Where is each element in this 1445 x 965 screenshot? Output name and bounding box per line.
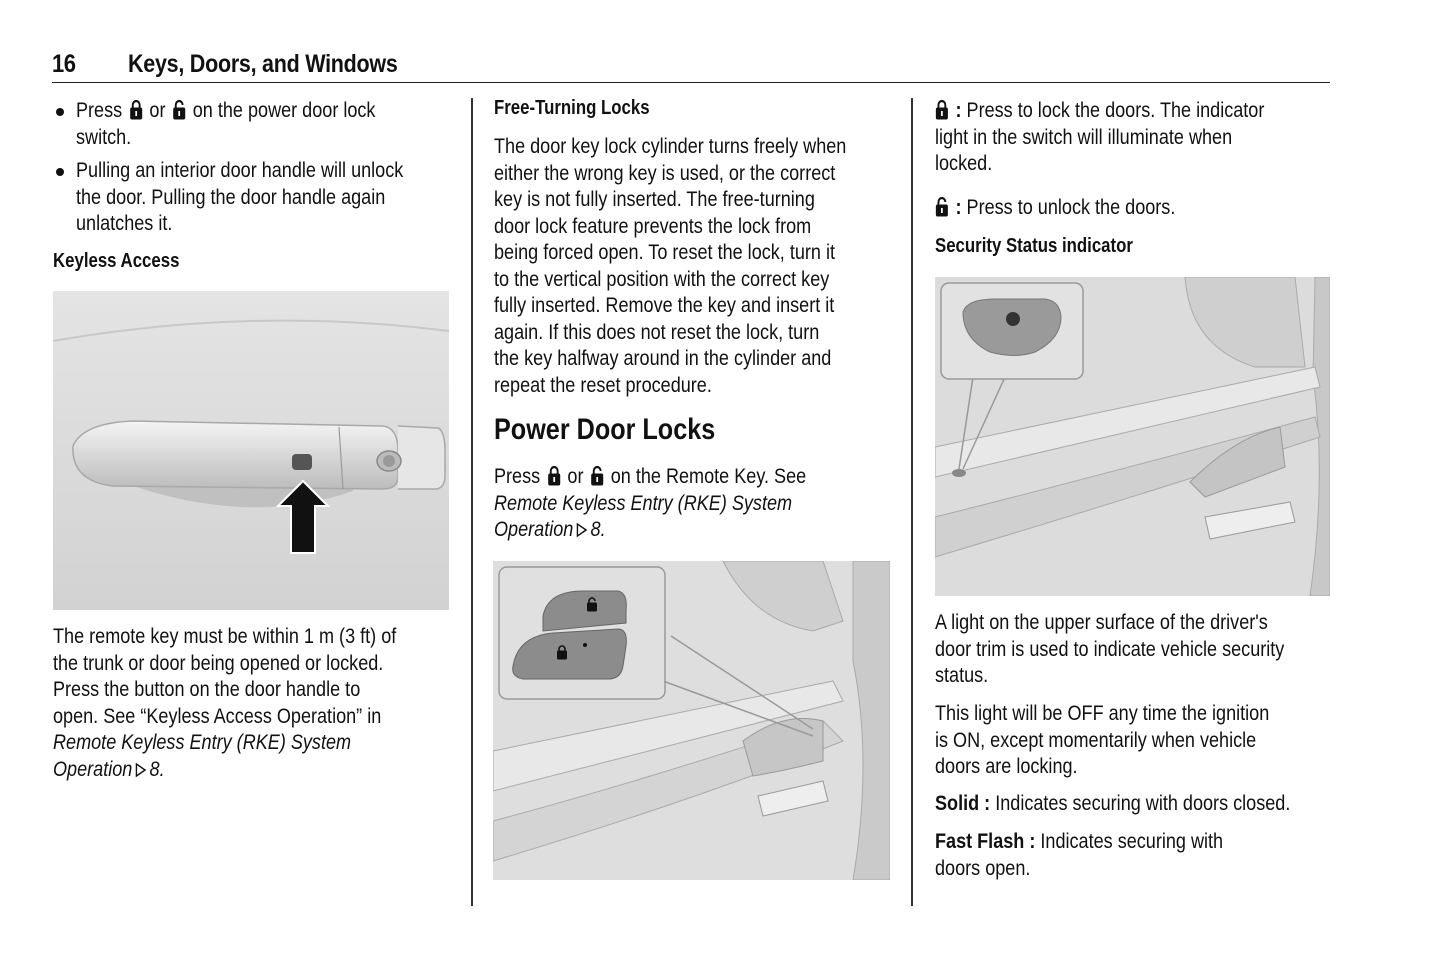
- lock-icon: [547, 465, 561, 486]
- text: or: [567, 465, 584, 488]
- text: Press to lock the doors. The indicator: [966, 99, 1265, 122]
- unlock-icon: [590, 465, 604, 486]
- text-line: light in the switch will illuminate when: [935, 125, 1233, 149]
- text-line: The remote key must be within 1 m (3 ft) of: [53, 625, 397, 648]
- ignition-paragraph: [935, 701, 1269, 781]
- unlock-button-description: [935, 195, 1175, 222]
- text-line: fully inserted. Remove the key and insert it: [494, 294, 835, 317]
- power-door-locks-heading: Power Door Locks: [494, 413, 716, 446]
- page-number: 16: [52, 50, 76, 78]
- column-divider-right: [911, 98, 913, 906]
- text-line: Press the button on the door handle to: [53, 678, 361, 701]
- unlock-icon: [935, 196, 949, 217]
- keyless-access-heading: Keyless Access: [53, 250, 180, 272]
- text: or: [149, 99, 166, 122]
- text-line: the trunk or door being opened or locked.: [53, 651, 384, 675]
- bullet-item-door-handle: [76, 158, 403, 238]
- text: switch.: [76, 125, 132, 149]
- cross-reference-link[interactable]: [494, 517, 806, 544]
- text-line: door trim is used to indicate vehicle security: [935, 637, 1285, 661]
- text-line: either the wrong key is used, or the correct: [494, 161, 836, 185]
- text-line: again. If this does not reset the lock, turn: [494, 320, 820, 344]
- text-line: [935, 98, 1264, 125]
- text-line: A light on the upper surface of the driver's: [935, 611, 1268, 634]
- text-line: locked.: [935, 152, 993, 175]
- free-turning-locks-heading: Free-Turning Locks: [494, 97, 650, 119]
- label: :: [955, 196, 962, 219]
- column-divider-left: [471, 98, 473, 906]
- text-line: status.: [935, 664, 989, 687]
- unlock-icon: [172, 99, 186, 120]
- text-line: repeat the reset procedure.: [494, 373, 712, 397]
- solid-status-line: [935, 791, 1290, 818]
- text-line: doors open.: [935, 856, 1031, 880]
- text-line: the door. Pulling the door handle again: [76, 185, 386, 209]
- fast-flash-status-line: [935, 829, 1223, 882]
- text: Indicates securing with: [1040, 830, 1224, 853]
- text: Indicates securing with doors closed.: [995, 792, 1291, 815]
- text-line: to the vertical position with the correct key: [494, 267, 830, 291]
- text: Press to unlock the doors.: [966, 196, 1176, 219]
- page-reference-arrow-icon: [135, 762, 147, 778]
- label: Solid :: [935, 792, 991, 815]
- cross-reference-link[interactable]: [53, 757, 396, 784]
- power-door-locks-paragraph: [494, 464, 806, 544]
- label: :: [955, 99, 962, 122]
- text: Operation: [53, 757, 133, 781]
- text-line: [494, 464, 806, 491]
- section-title: Keys, Doors, and Windows: [128, 50, 398, 78]
- text: on the Remote Key. See: [610, 465, 807, 488]
- text: on the power door lock: [192, 99, 376, 122]
- page-reference: 8.: [149, 757, 165, 781]
- text: Press: [76, 99, 123, 122]
- security-light-paragraph: [935, 610, 1284, 690]
- page-reference: 8.: [590, 518, 606, 541]
- security-indicator-illustration: [935, 277, 1330, 596]
- lock-icon: [935, 99, 949, 120]
- lock-icon: [129, 99, 143, 120]
- text-line: This light will be OFF any time the ignition: [935, 702, 1270, 725]
- text-line: open. See “Keyless Access Operation” in: [53, 704, 382, 728]
- text-line: key is not fully inserted. The free-turning: [494, 188, 815, 211]
- text: Press: [494, 465, 541, 488]
- text-line: is ON, except momentarily when vehicle: [935, 728, 1257, 752]
- text-line: the key halfway around in the cylinder and: [494, 347, 832, 370]
- free-turning-locks-paragraph: [494, 134, 846, 399]
- text-line: being forced open. To reset the lock, turn it: [494, 241, 836, 264]
- text-line: door lock feature prevents the lock from: [494, 214, 812, 238]
- power-door-lock-switch-illustration: [493, 561, 890, 880]
- cross-reference-link[interactable]: Remote Keyless Entry (RKE) System: [53, 731, 352, 754]
- bullet: [56, 168, 64, 176]
- text-line: Pulling an interior door handle will unlock: [76, 159, 404, 182]
- page-reference-arrow-icon: [576, 522, 588, 538]
- text-line: doors are locking.: [935, 755, 1078, 778]
- text-line: unlatches it.: [76, 212, 173, 235]
- label: Fast Flash :: [935, 830, 1036, 853]
- cross-reference-link[interactable]: Remote Keyless Entry (RKE) System: [494, 491, 793, 515]
- bullet: [56, 108, 64, 116]
- door-handle-illustration: [53, 291, 449, 610]
- text-line: The door key lock cylinder turns freely when: [494, 135, 847, 158]
- bullet-item-press-lock: [76, 98, 375, 151]
- keyless-access-paragraph: [53, 624, 396, 783]
- security-status-heading: Security Status indicator: [935, 235, 1133, 257]
- text-line: [935, 829, 1223, 856]
- lock-button-description: [935, 98, 1264, 178]
- text: Operation: [494, 518, 574, 541]
- page-header: [52, 48, 1330, 83]
